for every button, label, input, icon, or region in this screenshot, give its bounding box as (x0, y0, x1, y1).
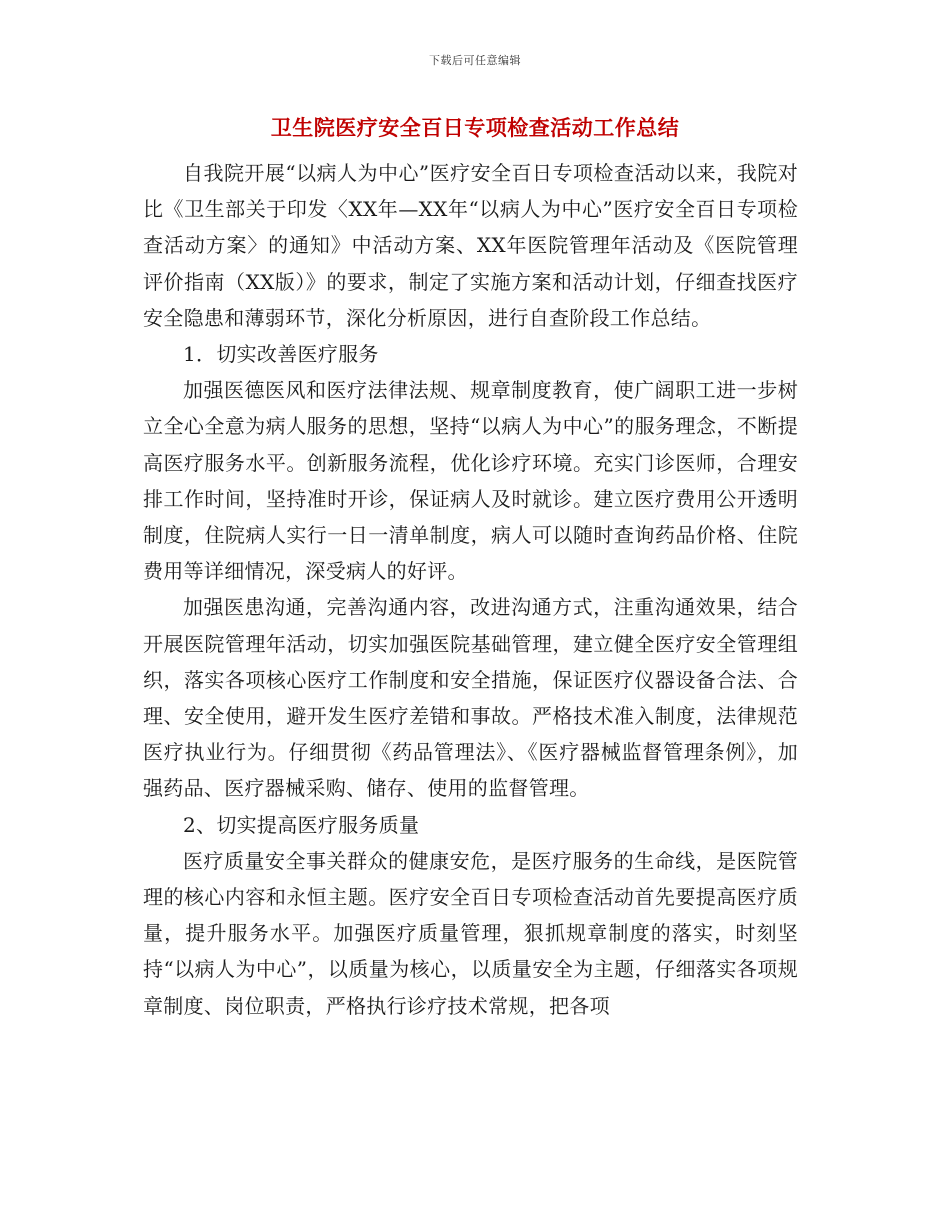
header-note: 下载后可任意编辑 (429, 54, 521, 67)
document-body (143, 155, 798, 1024)
paragraph-service-1: 加强医德医风和医疗法律法规、规章制度教育，使广阔职工进一步树立全心全意为病人服务的思想，坚持“以病人为中心”的服务理念，不断提高医疗服务水平。创新服务流程，优化诊疗环境。充实门诊医师，合理安排工作时间，坚持准时开诊，保证病人及时就诊。建立医疗费用公开透明制度，住院病人实行一日一清单制度，病人可以随时查询药品价格、住院费用等详细情况，深受病人的好评。 (143, 378, 798, 584)
paragraph-intro: 自我院开展“以病人为中心”医疗安全百日专项检查活动以来，我院对比《卫生部关于印发〈XX年—XX年“以病人为中心”医疗安全百日专项检查活动方案〉的通知》中活动方案、XX年医院管理年活动及《医院管理评价指南（XX版）》的要求，制定了实施方案和活动计划，仔细查找医疗安全隐患和薄弱环节，深化分析原因，进行自查阶段工作总结。 (143, 161, 798, 330)
paragraph-quality: 医疗质量安全事关群众的健康安危，是医疗服务的生命线，是医院管理的核心内容和永恒主题。医疗安全百日专项检查活动首先要提高医疗质量，提升服务水平。加强医疗质量管理，狠抓规章制度的落实，时刻坚持“以病人为中心”，以质量为核心，以质量安全为主题，仔细落实各项规章制度、岗位职责，严格执行诊疗技术常规，把各项 (143, 848, 798, 1018)
section-heading-2: 2、切实提高医疗服务质量 (183, 812, 420, 837)
document-title: 卫生院医疗安全百日专项检查活动工作总结 (270, 116, 680, 140)
section-heading-1: 1．切实改善医疗服务 (183, 342, 379, 367)
paragraph-service-2: 加强医患沟通，完善沟通内容，改进沟通方式，注重沟通效果，结合开展医院管理年活动，切实加强医院基础管理，建立健全医疗安全管理组织，落实各项核心医疗工作制度和安全措施，保证医疗仪器设备合法、合理、安全使用，避开发生医疗差错和事故。严格技术准入制度，法律规范医疗执业行为。仔细贯彻《药品管理法》、《医疗器械监督管理条例》，加强药品、医疗器械采购、储存、使用的监督管理。 (143, 595, 798, 801)
